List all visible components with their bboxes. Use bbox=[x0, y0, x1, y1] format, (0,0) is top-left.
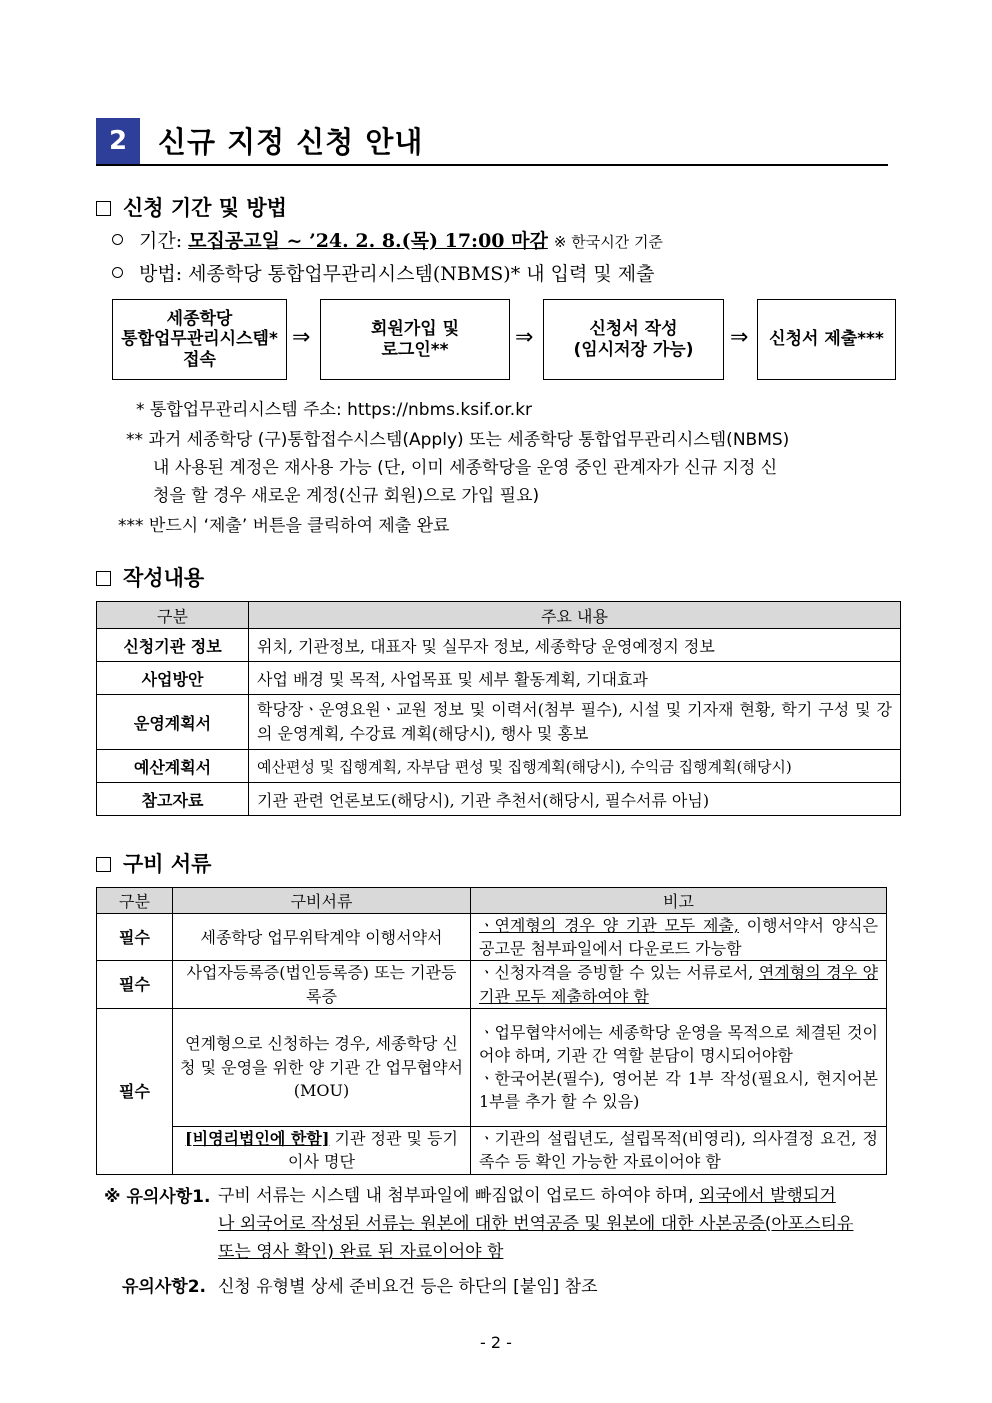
row-note: ㆍ업무협약서에는 세종학당 운영을 목적으로 체결된 것이어야 하며, 기관 간 역할 분담이 명시되어야함 ㆍ한국어본(필수), 영어본 각 1부 작성(필요시, 현지어본 1부를 추가 할 수 있음) bbox=[471, 1008, 887, 1126]
row-key: 필수 bbox=[97, 1008, 173, 1174]
row-key: 필수 bbox=[97, 914, 173, 961]
table-row bbox=[97, 750, 901, 783]
row-document: [비영리법인에 한함] 기관 정관 및 등기이사 명단 bbox=[173, 1126, 471, 1174]
row-note: ㆍ기관의 설립년도, 설립목적(비영리), 의사결정 요건, 정족수 등 확인 가능한 자료이어야 함 bbox=[471, 1126, 887, 1174]
row-value: 위치, 기관정보, 대표자 및 실무자 정보, 세종학당 운영예정지 정보 bbox=[249, 629, 901, 662]
table-header-row bbox=[97, 602, 901, 629]
note-3: *** 반드시 ‘제출’ 버튼을 클릭하여 제출 완료 bbox=[118, 516, 450, 536]
checkbox-square-icon bbox=[96, 201, 111, 216]
section-title: 신규 지정 신청 안내 bbox=[158, 125, 424, 159]
row-key: 사업방안 bbox=[97, 662, 249, 695]
note-2-cont2: 청을 할 경우 새로운 계정(신규 회원)으로 가입 필요) bbox=[153, 486, 540, 506]
method-value: 세종학당 통합업무관리시스템(NBMS)* 내 입력 및 제출 bbox=[188, 263, 655, 285]
table-row bbox=[97, 695, 901, 750]
period-note: ※ 한국시간 기준 bbox=[553, 233, 663, 251]
contents-table bbox=[96, 601, 901, 816]
table-row bbox=[97, 961, 887, 1008]
column-header: 비고 bbox=[471, 888, 887, 914]
table-row bbox=[97, 1126, 887, 1174]
row-document: 사업자등록증(법인등록증) 또는 기관등록증 bbox=[173, 961, 471, 1008]
row-value: 기관 관련 언론보도(해당시), 기관 추천서(해당시, 필수서류 아님) bbox=[249, 783, 901, 816]
flow-step-submit: 신청서 제출*** bbox=[757, 299, 896, 380]
checkbox-square-icon bbox=[96, 571, 111, 586]
row-value: 학당장ㆍ운영요원ㆍ교원 정보 및 이력서(첨부 필수), 시설 및 기자재 현황, 학기 구성 및 강의 운영계획, 수강료 계획(해당시), 행사 및 홍보 bbox=[249, 695, 901, 750]
table-row bbox=[97, 914, 887, 961]
flow-step-write: 신청서 작성 (임시저장 가능) bbox=[543, 299, 724, 380]
table-row bbox=[97, 1008, 887, 1126]
flow-step-access: 세종학당 통합업무관리시스템* 접속 bbox=[112, 299, 287, 380]
caution-2-text: 신청 유형별 상세 준비요건 등은 하단의 [붙임] 참조 bbox=[218, 1277, 598, 1297]
table-header-row bbox=[97, 888, 887, 914]
column-header: 구분 bbox=[97, 888, 173, 914]
caution-1-text: 구비 서류는 시스템 내 첨부파일에 빠짐없이 업로드 하여야 하며, 외국에서 발행되거 나 외국어로 작성된 서류는 원본에 대한 번역공증 및 원본에 대한 사본공증(아포스티유 또는 영사 확인) 완료 된 자료이어야 함 bbox=[218, 1186, 854, 1262]
circle-bullet-icon bbox=[112, 267, 123, 278]
row-note: ㆍ연계형의 경우 양 기관 모두 제출, 이행서약서 양식은 공고문 첨부파일에서 다운로드 가능함 bbox=[471, 914, 887, 961]
heading-contents: 작성내용 bbox=[96, 562, 204, 592]
row-value: 예산편성 및 집행계획, 자부담 편성 및 집행계획(해당시), 수익금 집행계획(해당시) bbox=[249, 750, 901, 783]
flow-arrow-icon: ⇒ bbox=[515, 325, 534, 350]
row-document: 세종학당 업무위탁계약 이행서약서 bbox=[173, 914, 471, 961]
heading-period-method: 신청 기간 및 방법 bbox=[96, 192, 287, 222]
method-line: 방법: 세종학당 통합업무관리시스템(NBMS)* 내 입력 및 제출 bbox=[112, 259, 654, 286]
note-1: * 통합업무관리시스템 주소: https://nbms.ksif.or.kr bbox=[136, 400, 533, 420]
documents-table bbox=[96, 887, 887, 1175]
flow-step-signup: 회원가입 및 로그인** bbox=[320, 299, 510, 380]
period-line: 기간: 모집공고일 ~ ’24. 2. 8.(목) 17:00 마감 ※ 한국시간 기준 bbox=[112, 226, 663, 253]
row-key: 운영계획서 bbox=[97, 695, 249, 750]
note-2-cont: 내 사용된 계정은 재사용 가능 (단, 이미 세종학당을 운영 중인 관계자가 신규 지정 신 bbox=[153, 458, 778, 478]
circle-bullet-icon bbox=[112, 234, 123, 245]
note-2: ** 과거 세종학당 (구)통합접수시스템(Apply) 또는 세종학당 통합업무관리시스템(NBMS) bbox=[126, 430, 790, 450]
table-row bbox=[97, 662, 901, 695]
row-document: 연계형으로 신청하는 경우, 세종학당 신청 및 운영을 위한 양 기관 간 업무협약서(MOU) bbox=[173, 1008, 471, 1126]
row-note: ㆍ신청자격을 증빙할 수 있는 서류로서, 연계형의 경우 양 기관 모두 제출하여야 함 bbox=[471, 961, 887, 1008]
table-row bbox=[97, 783, 901, 816]
flow-arrow-icon: ⇒ bbox=[730, 325, 749, 350]
caution-2-label: 유의사항2. bbox=[122, 1277, 206, 1297]
section-divider bbox=[96, 164, 888, 166]
row-key: 예산계획서 bbox=[97, 750, 249, 783]
flow-arrow-icon: ⇒ bbox=[292, 325, 311, 350]
table-row bbox=[97, 629, 901, 662]
row-key: 필수 bbox=[97, 961, 173, 1008]
period-value: 모집공고일 ~ ’24. 2. 8.(목) 17:00 마감 bbox=[188, 230, 548, 252]
row-key: 참고자료 bbox=[97, 783, 249, 816]
checkbox-square-icon bbox=[96, 857, 111, 872]
section-number: 2 bbox=[96, 118, 140, 164]
column-header: 구분 bbox=[97, 602, 249, 629]
page-number: - 2 - bbox=[480, 1333, 512, 1352]
row-value: 사업 배경 및 목적, 사업목표 및 세부 활동계획, 기대효과 bbox=[249, 662, 901, 695]
heading-documents: 구비 서류 bbox=[96, 848, 211, 878]
column-header: 구비서류 bbox=[173, 888, 471, 914]
column-header: 주요 내용 bbox=[249, 602, 901, 629]
row-key: 신청기관 정보 bbox=[97, 629, 249, 662]
caution-1-label: ※ 유의사항1. bbox=[104, 1187, 211, 1207]
